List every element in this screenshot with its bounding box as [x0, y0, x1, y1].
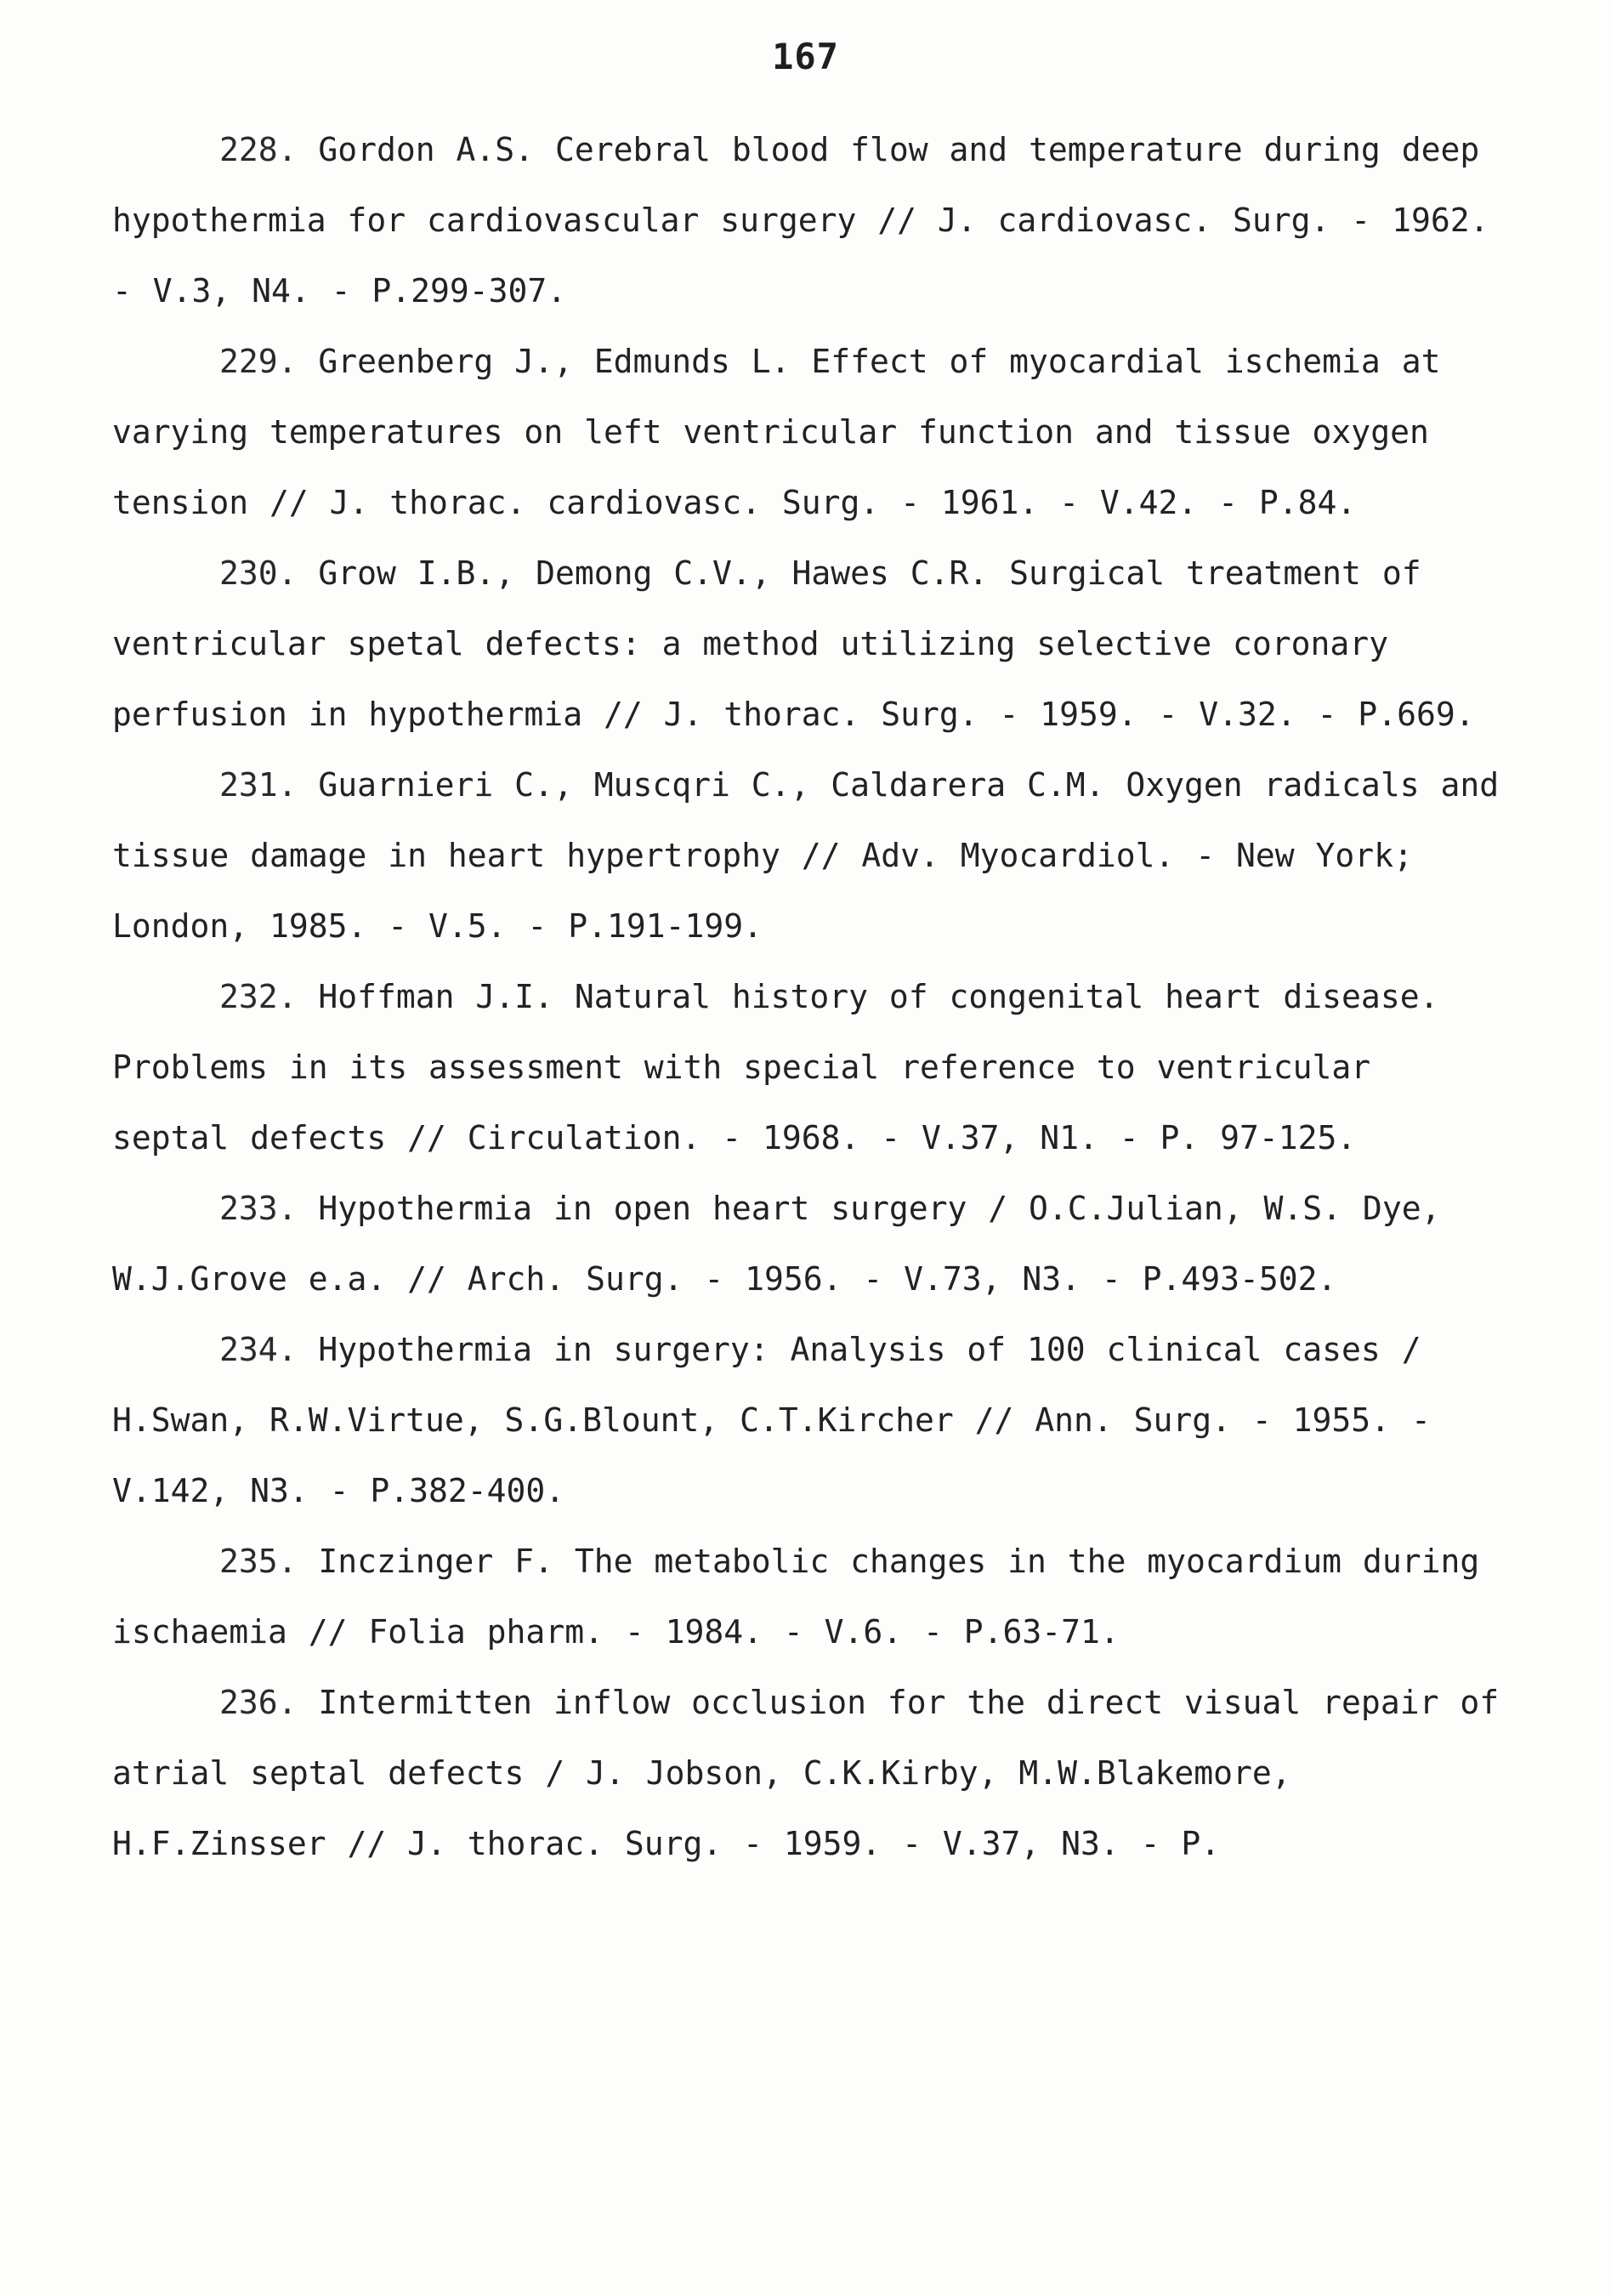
reference-text: Inczinger F. The metabolic changes in the myocardium during ischaemia // Folia pharm. - 1984. - V.6. - P.63-71. [112, 1543, 1480, 1651]
reference-item [112, 962, 1506, 1174]
page-number: 167 [772, 36, 839, 77]
reference-number: 230. [219, 554, 298, 592]
reference-number: 233. [219, 1190, 298, 1227]
reference-text: Greenberg J., Edmunds L. Effect of myocardial ischemia at varying temperatures on left ventricular function and tissue oxygen tension // J. thorac. cardiovasc. Surg. - 1961. - V.42. - P.84. [112, 343, 1441, 521]
reference-item [112, 1526, 1506, 1668]
reference-number: 236. [219, 1684, 298, 1721]
reference-text: Gordon A.S. Cerebral blood flow and temperature during deep hypothermia for cardiovascular surgery // J. cardiovasc. Surg. - 1962. - V.3, N4. - P.299-307. [112, 131, 1489, 310]
reference-item [112, 327, 1506, 538]
reference-number: 235. [219, 1543, 298, 1580]
reference-number: 234. [219, 1331, 298, 1368]
reference-number: 228. [219, 131, 298, 168]
reference-text: Guarnieri C., Muscqri C., Caldarera C.M. Oxygen radicals and tissue damage in heart hypertrophy // Adv. Myocardiol. - New York; London, 1985. - V.5. - P.191-199. [112, 766, 1500, 945]
reference-number: 229. [219, 343, 298, 380]
reference-item [112, 115, 1506, 327]
reference-item [112, 1174, 1506, 1315]
reference-number: 232. [219, 978, 298, 1015]
reference-item [112, 750, 1506, 962]
reference-text: Grow I.B., Demong C.V., Hawes C.R. Surgical treatment of ventricular spetal defects: a method utilizing selective coronary perfusion in hypothermia // J. thorac. Surg. - 1959. - V.32. - P.669. [112, 554, 1475, 733]
reference-text: Intermitten inflow occlusion for the direct visual repair of atrial septal defects / J. Jobson, C.K.Kirby, M.W.Blakemore, H.F.Zinsser // J. thorac. Surg. - 1959. - V.37, N3. - P. [112, 1684, 1500, 1862]
reference-text: Hypothermia in surgery: Analysis of 100 clinical cases / H.Swan, R.W.Virtue, S.G.Blount, C.T.Kircher // Ann. Surg. - 1955. - V.142, N3. - P.382-400. [112, 1331, 1431, 1509]
reference-item [112, 1668, 1506, 1879]
reference-item [112, 1315, 1506, 1526]
reference-item [112, 538, 1506, 750]
reference-number: 231. [219, 766, 298, 804]
reference-text: Hoffman J.I. Natural history of congenital heart disease. Problems in its assessment with special reference to ventricular septal defects // Circulation. - 1968. - V.37, N1. - P. 97-125. [112, 978, 1439, 1157]
reference-text: Hypothermia in open heart surgery / O.C.Julian, W.S. Dye, W.J.Grove e.a. // Arch. Surg. - 1956. - V.73, N3. - P.493-502. [112, 1190, 1441, 1298]
reference-list [112, 115, 1506, 1879]
